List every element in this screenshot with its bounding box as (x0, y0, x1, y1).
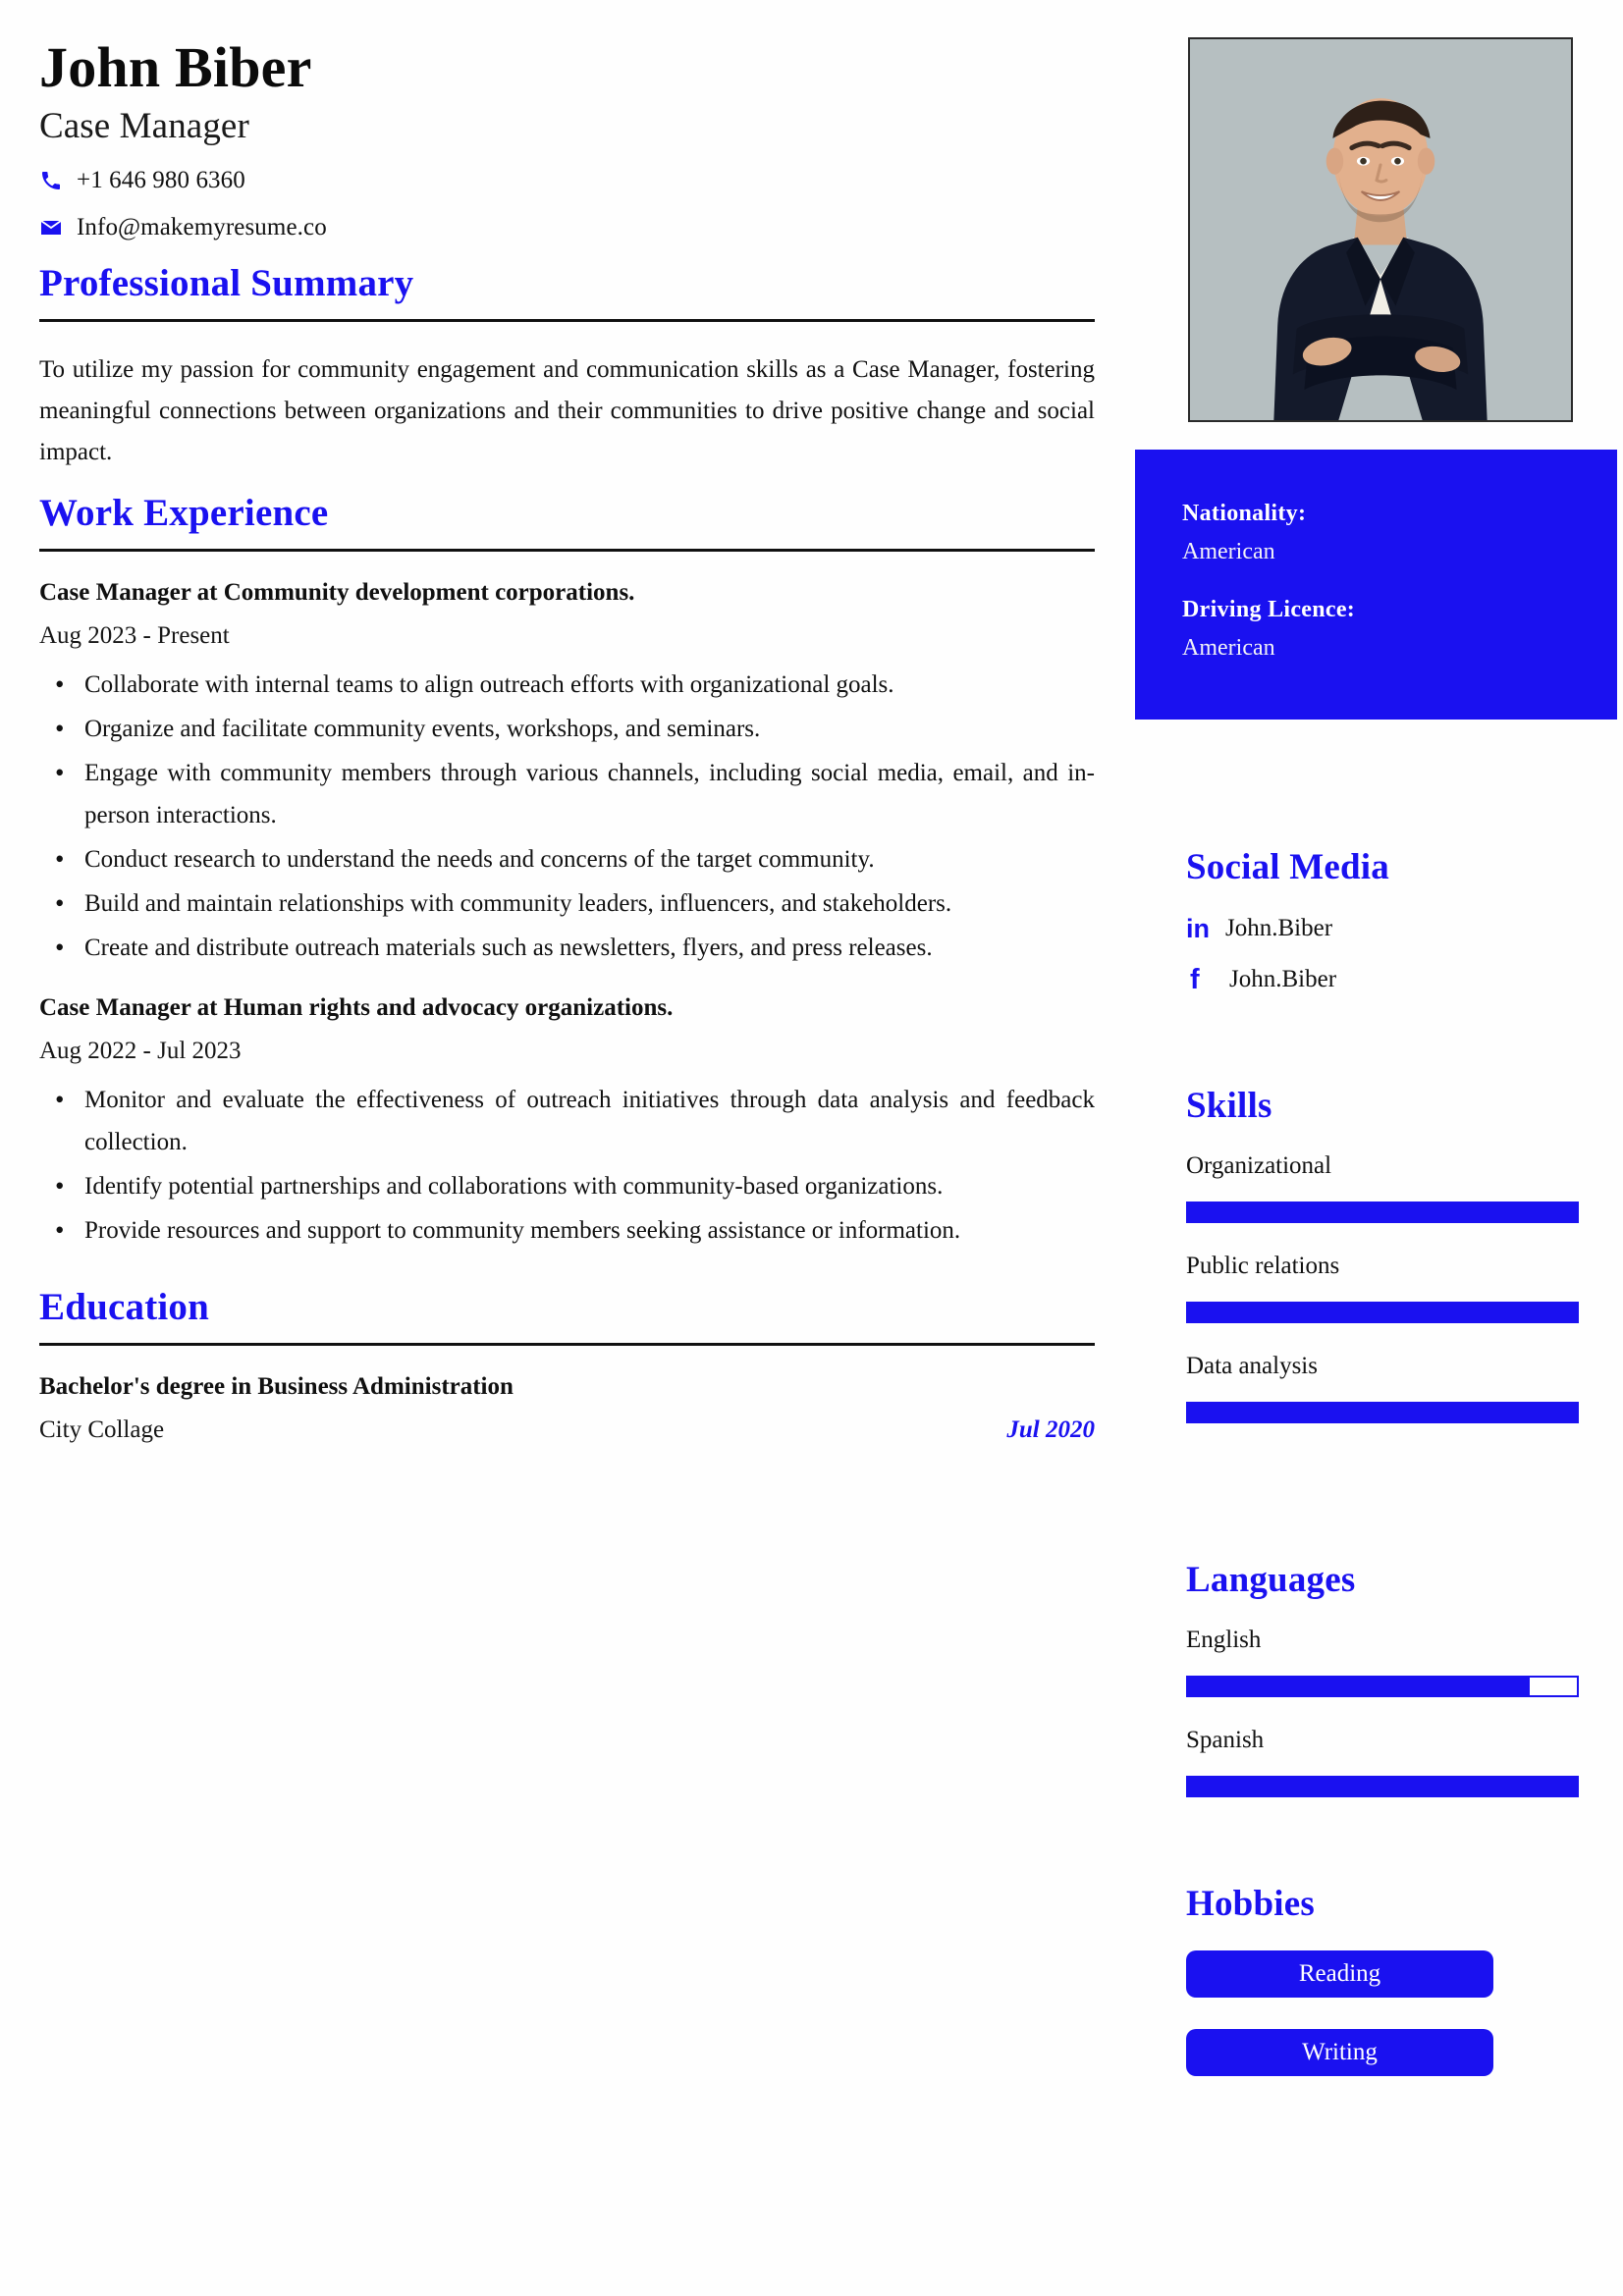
skill-item (1186, 1152, 1579, 1223)
driving-licence-value: American (1182, 635, 1275, 661)
education-school: City Collage (39, 1415, 165, 1443)
language-meter (1186, 1676, 1579, 1697)
language-label: English (1186, 1627, 1262, 1653)
linkedin-icon: in (1186, 913, 1210, 943)
section-heading-skills: Skills (1186, 1086, 1272, 1126)
language-meter-fill (1188, 1778, 1577, 1795)
work-bullets (39, 664, 1095, 969)
summary-text: To utilize my passion for community engagement and communication skills as a Case Manager, fostering meaningful connections between organizations and their communities to drive positive change and social impact. (39, 355, 1095, 465)
section-divider (39, 1343, 1095, 1346)
skill-label: Public relations (1186, 1253, 1340, 1279)
list-item: • Identify potential partnerships and collaborations with community-based organizations. (39, 1165, 1095, 1207)
work-entry (39, 579, 1095, 969)
list-item: • Organize and facilitate community events, workshops, and seminars. (39, 708, 1095, 750)
skill-meter (1186, 1402, 1579, 1423)
social-handle: John.Biber (1225, 915, 1333, 941)
list-item: • Conduct research to understand the needs and concerns of the target community. (39, 838, 1095, 881)
language-meter (1186, 1776, 1579, 1797)
contact-email[interactable] (39, 214, 1095, 241)
nationality-value: American (1182, 539, 1275, 564)
profile-photo (1190, 39, 1571, 420)
skill-item (1186, 1253, 1579, 1323)
skill-label: Organizational (1186, 1152, 1332, 1179)
work-bullets (39, 1079, 1095, 1252)
education-degree: Bachelor's degree in Business Administration (39, 1372, 514, 1400)
skill-meter (1186, 1302, 1579, 1323)
main-column (0, 0, 1129, 1444)
envelope-icon (39, 216, 73, 240)
section-heading-education: Education (39, 1285, 210, 1328)
social-link-facebook[interactable] (1186, 965, 1579, 994)
list-item: • Monitor and evaluate the effectiveness of outreach initiatives through data analysis and feedback collection. (39, 1079, 1095, 1163)
list-item: • Engage with community members through various channels, including social media, email, and in-person interactions. (39, 752, 1095, 836)
driving-licence-label: Driving Licence: (1182, 597, 1356, 622)
list-item: • Collaborate with internal teams to align outreach efforts with organizational goals. (39, 664, 1095, 706)
list-item: • Provide resources and support to community members seeking assistance or information. (39, 1209, 1095, 1252)
work-role: Case Manager at Human rights and advocacy organizations. (39, 993, 674, 1021)
list-item: • Build and maintain relationships with community leaders, influencers, and stakeholders. (39, 882, 1095, 925)
skill-item (1186, 1353, 1579, 1423)
languages-section (1186, 1559, 1579, 1827)
language-item (1186, 1727, 1579, 1797)
section-heading-hobbies: Hobbies (1186, 1884, 1315, 1924)
education-entry (39, 1373, 1095, 1444)
contact-phone[interactable] (39, 167, 1095, 194)
section-heading-summary: Professional Summary (39, 261, 414, 304)
social-media-section (1186, 846, 1579, 1016)
skills-section (1186, 1085, 1579, 1453)
section-divider (39, 319, 1095, 322)
skill-label: Data analysis (1186, 1353, 1318, 1379)
phone-icon (39, 169, 73, 192)
hobby-tag-writing: Writing (1186, 2029, 1493, 2076)
section-heading-social: Social Media (1186, 847, 1389, 887)
language-meter-fill (1188, 1678, 1530, 1695)
email-value: Info@makemyresume.co (77, 213, 327, 240)
job-title: Case Manager (39, 105, 249, 146)
social-handle: John.Biber (1229, 966, 1337, 992)
nationality-label: Nationality: (1182, 501, 1307, 526)
language-label: Spanish (1186, 1727, 1265, 1753)
page-title: John Biber (39, 35, 312, 99)
language-item (1186, 1627, 1579, 1697)
work-role: Case Manager at Community development corporations. (39, 578, 635, 606)
avatar (1188, 37, 1573, 422)
skill-meter-fill (1188, 1203, 1577, 1221)
work-dates: Aug 2022 - Jul 2023 (39, 1037, 242, 1064)
work-entry (39, 994, 1095, 1252)
list-item: • Create and distribute outreach materials such as newsletters, flyers, and press releases. (39, 927, 1095, 969)
personal-info-panel (1135, 450, 1617, 720)
section-divider (39, 549, 1095, 552)
sidebar (1129, 0, 1623, 2296)
phone-value: +1 646 980 6360 (77, 166, 245, 193)
section-heading-languages: Languages (1186, 1560, 1356, 1600)
social-link-linkedin[interactable] (1186, 914, 1579, 943)
hobby-tag-reading: Reading (1186, 1950, 1493, 1998)
skill-meter-fill (1188, 1404, 1577, 1421)
skill-meter-fill (1188, 1304, 1577, 1321)
skill-meter (1186, 1201, 1579, 1223)
education-date: Jul 2020 (1006, 1415, 1095, 1443)
facebook-icon: f (1190, 963, 1200, 995)
education-meta (39, 1416, 1095, 1444)
section-heading-work: Work Experience (39, 491, 329, 534)
work-dates: Aug 2023 - Present (39, 621, 230, 649)
hobbies-section (1186, 1883, 1579, 2108)
